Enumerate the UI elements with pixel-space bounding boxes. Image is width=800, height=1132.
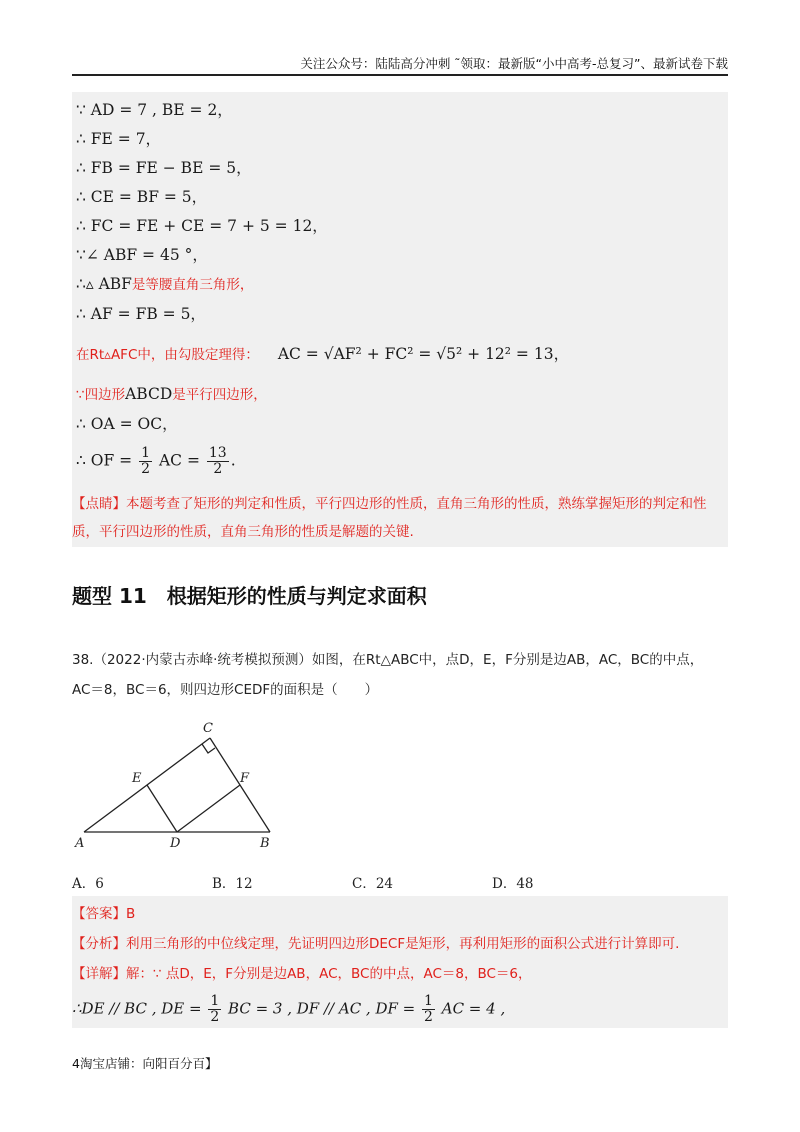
line10-suffix: 是平行四边形， bbox=[172, 387, 267, 403]
choice-b[interactable]: B．12 bbox=[212, 876, 253, 892]
line12-prefix: ∴ OF = bbox=[76, 451, 133, 470]
answer-label: 【答案】B bbox=[72, 906, 136, 922]
header-rule bbox=[72, 74, 728, 76]
label-e: E bbox=[132, 771, 142, 786]
question-line-1: 38.（2022·内蒙古赤峰·统考模拟预测）如图，在Rt△ABC中，点D，E，F分别是边AB，AC，BC的中点， bbox=[72, 652, 704, 668]
solution-line-12 bbox=[76, 446, 236, 477]
last-frac-1: $\frac{1}{2}$ bbox=[210, 993, 220, 1025]
line10-mid: ABCD bbox=[125, 385, 173, 403]
label-b: B bbox=[260, 836, 270, 851]
line9-prefix: 在Rt▵AFC中，由勾股定理得： bbox=[76, 347, 259, 363]
solution-line-6: ∵∠ ABF = 45 °， bbox=[76, 246, 208, 264]
label-d: D bbox=[170, 836, 181, 851]
right-angle-mark bbox=[202, 744, 215, 753]
line7-suffix: 是等腰直角三角形， bbox=[131, 277, 254, 293]
solution-line-11: ∴ OA = OC， bbox=[76, 415, 178, 433]
solution-comment: 【点睛】本题考查了矩形的判定和性质，平行四边形的性质，直角三角形的性质，熟练掌握矩形的判定和性质，平行四边形的性质，直角三角形的性质是解题的关键. bbox=[72, 496, 707, 540]
solution-line-4: ∴ CE = BF = 5， bbox=[76, 188, 208, 206]
last-line-c: AC = 4 , bbox=[441, 999, 506, 1018]
label-a: A bbox=[75, 836, 85, 851]
question-line-2: AC＝8，BC＝6，则四边形CEDF的面积是（ ） bbox=[72, 682, 379, 698]
page-header: 关注公众号：陆陆高分冲刺 ˜领取：最新版“小中高考-总复习”、最新试卷下载 bbox=[300, 56, 728, 71]
line12-mid: AC = bbox=[158, 451, 200, 470]
solution-line-5: ∴ FC = FE + CE = 7 + 5 = 12， bbox=[76, 217, 328, 235]
last-frac-2: $\frac{1}{2}$ bbox=[424, 993, 433, 1025]
line10-prefix: ∵四边形 bbox=[76, 387, 126, 403]
solution-line-7 bbox=[76, 273, 253, 293]
choice-a[interactable]: A．6 bbox=[72, 876, 104, 892]
line12-end: . bbox=[230, 451, 236, 470]
page-footer: 4淘宝店铺：向阳百分百】 bbox=[72, 1056, 218, 1071]
last-line-a: ∴DE // BC , DE = bbox=[72, 999, 202, 1018]
label-f: F bbox=[240, 771, 250, 786]
solution-line-3: ∴ FB = FE − BE = 5， bbox=[76, 159, 252, 177]
section-title: 题型 11 根据矩形的性质与判定求面积 bbox=[72, 584, 427, 608]
line9-formula: AC = √AF² + FC² = √5² + 12² = 13， bbox=[277, 345, 570, 363]
last-line-b: BC = 3 , DF // AC , DF = bbox=[228, 999, 416, 1018]
solution-line-1: ∵ AD = 7 , BE = 2， bbox=[76, 101, 233, 119]
triangle-figure bbox=[72, 718, 292, 854]
answer-last-line bbox=[72, 994, 505, 1025]
segment-df bbox=[177, 785, 240, 832]
segment-ed bbox=[147, 785, 177, 832]
solution-line-2: ∴ FE = 7， bbox=[76, 130, 162, 148]
answer-analysis: 【分析】利用三角形的中位线定理，先证明四边形DECF是矩形，再利用矩形的面积公式进行计算即可. bbox=[72, 936, 680, 952]
choice-c[interactable]: C．24 bbox=[352, 876, 394, 892]
solution-line-8: ∴ AF = FB = 5， bbox=[76, 305, 206, 323]
solution-line-9 bbox=[76, 342, 569, 364]
answer-detail: 【详解】解：∵ 点D，E，F分别是边AB，AC，BC的中点，AC＝8，BC＝6， bbox=[72, 966, 532, 982]
solution-line-10 bbox=[76, 383, 267, 403]
choice-d[interactable]: D．48 bbox=[492, 876, 534, 892]
line7-formula: ∴▵ ABF bbox=[76, 275, 132, 293]
label-c: C bbox=[203, 721, 213, 736]
line12-frac2: $\frac{13}{2}$ bbox=[208, 445, 227, 477]
line12-frac1: $\frac{1}{2}$ bbox=[141, 445, 151, 477]
